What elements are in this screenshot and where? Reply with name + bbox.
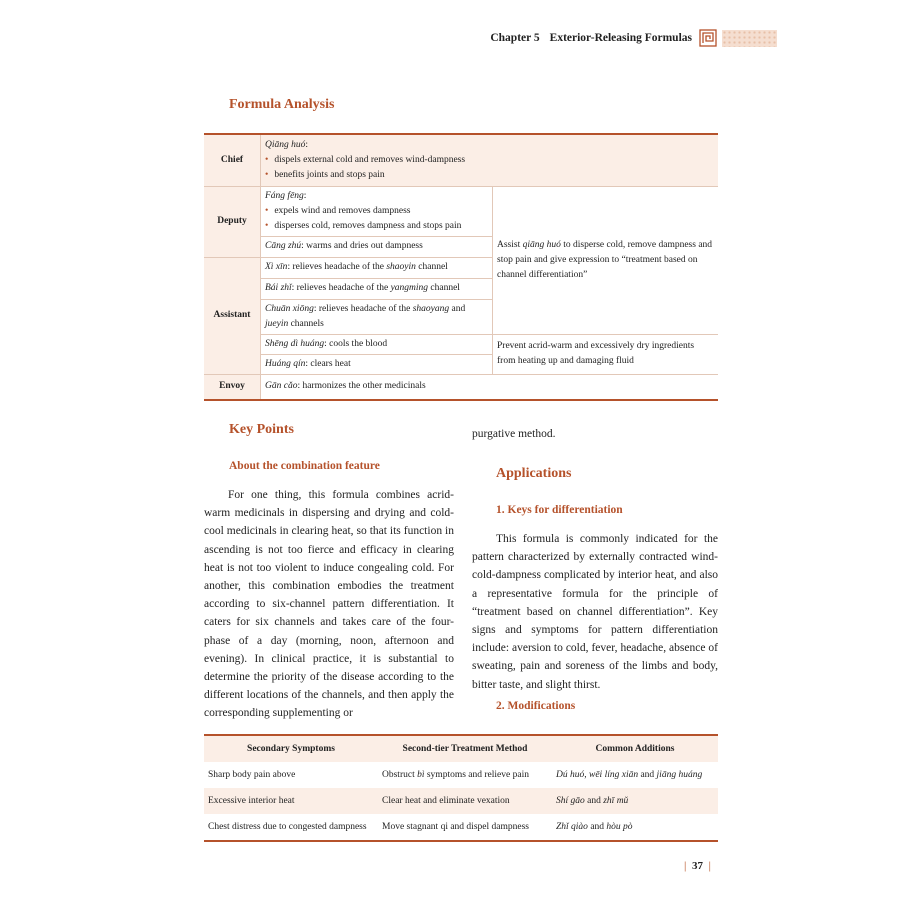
- herb-fang-feng: Fáng fēng: [265, 190, 304, 201]
- cell-method: Move stagnant qi and dispel dampness: [382, 822, 529, 832]
- chief-effect: • dispels external cold and removes wind-dampness: [265, 153, 714, 168]
- assistant-sheng-di: [261, 334, 493, 354]
- chief-row: [204, 134, 718, 186]
- formula-analysis-table: [204, 133, 718, 401]
- role-chief: Chief: [204, 134, 261, 186]
- cell-additions: [552, 814, 718, 841]
- role-envoy: Envoy: [204, 374, 261, 400]
- role-assistant: Assistant: [204, 257, 261, 374]
- cell-symptom: Sharp body pain above: [208, 770, 296, 780]
- separator: and: [584, 796, 604, 806]
- page-number-value: 37: [691, 860, 703, 872]
- envoy-row: [204, 374, 718, 400]
- table-row: [204, 762, 718, 788]
- note-herb: qiāng huó: [522, 239, 561, 250]
- assistant-bai-zhi: [261, 278, 493, 299]
- fret-ornament-icon: [699, 29, 717, 47]
- herb-xi-xin: Xì xīn: [265, 262, 288, 272]
- addition-herb: Shí gāo: [556, 796, 585, 806]
- cell-method: [378, 762, 552, 788]
- channel-name: yangming: [390, 283, 429, 293]
- chief-content: Qiāng huó: • dispels external cold and removes wind-dampness • benefits joints and stops pain: [261, 134, 719, 186]
- page-divider-right: |: [708, 860, 711, 872]
- method-text: Obstruct: [382, 770, 418, 780]
- envoy-content: [261, 374, 719, 400]
- role-deputy: Deputy: [204, 186, 261, 257]
- chapter-title: Exterior-Releasing Formulas: [549, 32, 692, 44]
- cell-symptom: Chest distress due to congested dampness: [208, 822, 367, 832]
- cell-additions: [552, 762, 718, 788]
- deputy-row: [204, 186, 718, 236]
- method-text: symptoms and relieve pain: [424, 770, 529, 780]
- deputy-effect: • expels wind and removes dampness: [265, 204, 488, 219]
- note-prevent: Prevent acrid-warm and excessively dry ingredients from heating up and damaging fluid: [493, 334, 719, 374]
- method-term: bì: [417, 770, 425, 780]
- key-points-paragraph: For one thing, this formula combines acrid-warm medicinals in dispersing and drying and cold-cool medicinals in clearing heat, so that its function in ascending is not too fierce and efficacy in clearing heat is not too violent to induce congealing cold. For another, this combination embodies the treatment according to six-channel pattern differentiation. It caters for six channels and takes care of the four-phase of a day (morning, noon, afternoon and evening). In clinical practice, it is substantial to determine the priority of the disease according to the different locations of the channels, and then apply the corresponding supplementing or: [204, 489, 454, 720]
- cell-symptom: Excessive interior heat: [204, 788, 378, 814]
- channel-name: jueyin: [265, 318, 289, 329]
- herb-cang-zhu: Cāng zhú: [265, 241, 302, 251]
- channel-name: shaoyang: [412, 303, 450, 314]
- note-assist: [493, 186, 719, 334]
- channel-name: shaoyin: [386, 262, 416, 272]
- deputy-fang-feng: Fáng fēng: • expels wind and removes dampness • disperses cold, removes dampness and stops pain: [261, 186, 493, 236]
- herb-bai-zhi: Bái zhǐ: [265, 283, 292, 293]
- page-divider-left: |: [684, 860, 687, 872]
- addition-herb: Dú huó: [556, 770, 585, 780]
- running-header: [380, 32, 692, 44]
- herb-effect: channel: [415, 262, 448, 272]
- herb-gan-cao: Gān cǎo: [265, 381, 298, 392]
- herb-sheng-di-huang: Shēng dì huáng: [265, 338, 325, 349]
- addition-herb: hòu pò: [606, 822, 633, 832]
- col-header: Secondary Symptoms: [204, 735, 378, 762]
- herb-effect: : relieves headache of the: [313, 303, 413, 314]
- deputy-effect: • disperses cold, removes dampness and stops pain: [265, 219, 488, 234]
- header-pattern-band: [722, 30, 777, 47]
- herb-effect: channels: [288, 318, 324, 329]
- page-number: [684, 860, 711, 872]
- herb-chuan-xiong: Chuān xiōng: [265, 303, 314, 314]
- herb-effect: : relieves headache of the: [291, 283, 391, 293]
- cell-additions: [552, 788, 718, 814]
- deputy-cang-zhu: [261, 236, 493, 257]
- separator: and: [638, 770, 657, 780]
- modifications-subtitle: 2. Modifications: [496, 700, 576, 712]
- col-header: Common Additions: [552, 735, 718, 762]
- keys-differentiation-subtitle: 1. Keys for differentiation: [496, 504, 623, 516]
- note-text: Assist: [497, 239, 523, 250]
- key-points-continued: purgative method.: [472, 428, 556, 440]
- col-header: Second-tier Treatment Method: [378, 735, 552, 762]
- addition-herb: wēi líng xiān: [589, 770, 639, 780]
- herb-effect: : cools the blood: [324, 338, 388, 349]
- chief-effect: • benefits joints and stops pain: [265, 168, 714, 183]
- combination-feature-subtitle: About the combination feature: [229, 460, 380, 472]
- addition-herb: Zhǐ qiào: [556, 822, 588, 832]
- modifications-table: [204, 734, 718, 842]
- herb-effect: channel: [428, 283, 460, 293]
- table-row: [204, 814, 718, 841]
- herb-effect: : relieves headache of the: [287, 262, 387, 272]
- assistant-huang-qin: [261, 354, 493, 374]
- note-text: to disperse cold, remove dampness and stop pain and give expression to “treatment based on channel differentiation”: [497, 239, 713, 280]
- herb-effect: and: [449, 303, 466, 314]
- chapter-label: Chapter 5: [490, 32, 540, 44]
- applications-paragraph: This formula is commonly indicated for the pattern characterized by externally contracted wind-cold-dampness complicated by interior heat, and also a representative formula for the principle of “treatment based on channel differentiation”. Key signs and symptoms for pattern differentiation include: aversion to cold, fever, headache, absence of sweating, pain and soreness of the limbs and body, bitter taste, and slight thirst.: [472, 533, 718, 691]
- herb-huang-qin: Huáng qín: [265, 358, 306, 369]
- separator: and: [587, 822, 607, 832]
- formula-analysis-title: Formula Analysis: [229, 97, 335, 112]
- table-row: [204, 788, 718, 814]
- key-points-title: Key Points: [229, 422, 294, 437]
- applications-title: Applications: [496, 466, 572, 481]
- table-header-row: [204, 735, 718, 762]
- herb-effect: : warms and dries out dampness: [301, 241, 423, 251]
- cell-method: Clear heat and eliminate vexation: [378, 788, 552, 814]
- separator: ,: [584, 770, 589, 780]
- assistant-row: [204, 334, 718, 354]
- herb-effect: : harmonizes the other medicinals: [297, 381, 426, 392]
- addition-herb: jiāng huáng: [656, 770, 703, 780]
- herb-effect: : clears heat: [305, 358, 351, 369]
- addition-herb: zhī mǔ: [603, 796, 629, 806]
- assistant-xi-xin: [261, 257, 493, 278]
- herb-qiang-huo: Qiāng huó: [265, 139, 306, 150]
- assistant-chuan-xiong: [261, 299, 493, 334]
